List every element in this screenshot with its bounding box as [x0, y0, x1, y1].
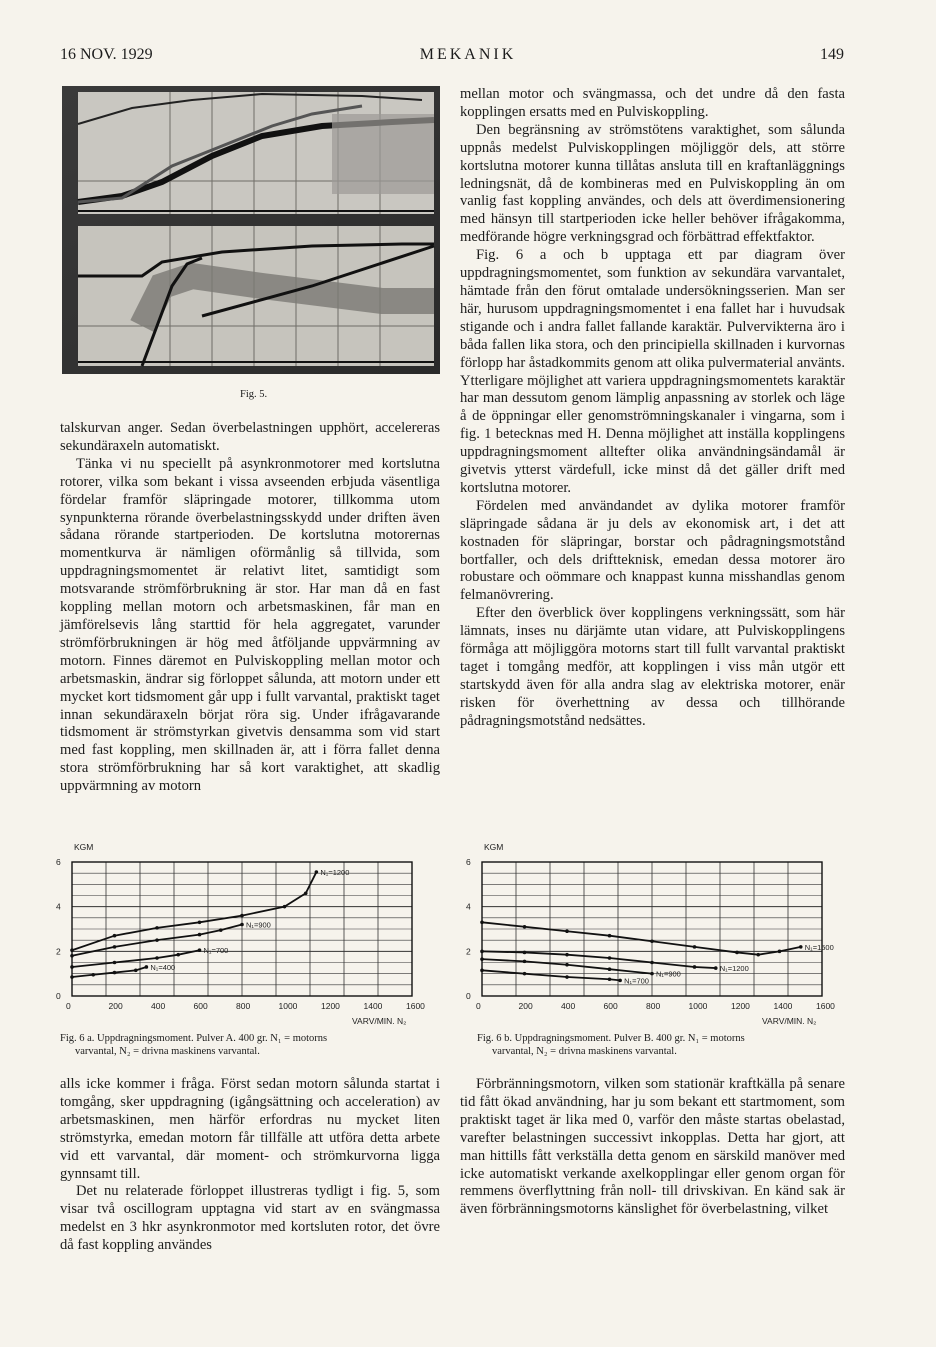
x-axis-label: VARV/MIN. N₂ [762, 1016, 817, 1026]
oscillogram-photo [62, 86, 440, 374]
data-point [756, 953, 760, 957]
data-point [523, 925, 527, 929]
data-point [523, 960, 527, 964]
data-point [113, 934, 117, 938]
left-column-top-text [60, 420, 440, 796]
caption-line: Fig. 6 b. Uppdragningsmoment. Pulver B. 400 gr. N₁ = motorns [477, 1033, 745, 1044]
data-point [198, 921, 202, 925]
caption-line: varvantal, N₂ = drivna maskinens varvantal. [75, 1046, 260, 1057]
x-tick-label: 200 [518, 1001, 533, 1011]
figure-6a-chart [56, 842, 446, 1028]
x-tick-label: 400 [151, 1001, 166, 1011]
data-point [113, 961, 117, 965]
series-label: N₁=1500 [804, 942, 834, 952]
y-tick-label: 2 [56, 946, 61, 957]
figure-6b-chart [466, 842, 856, 1028]
data-point [176, 953, 180, 957]
data-point [650, 939, 654, 943]
paragraph: Tänka vi nu speciellt på asynkronmotorer med kortslutna rotorer, vilka som bekant i vissa avseenden erbjuda väsentliga fördelar framför släpringade motorer, tillkomma utom synpunkterna rörande överbelastningsskydd under driften även sådana rörande startperioden. De kortslutna motorernas momentkurva är nämligen oförmånlig så tillvida, som uppdragningsmomentet är relativt litet, samtidigt som motsvarande strömförbrukning är stor. Har man då en fast koppling mellan motorn och arbetsmaskinen, får man en jämförelsevis lång starttid för hela aggregatet, varunder strömförbrukningen är hög med åtföljande uppvärmning av motorn. Finnes däremot en Pulviskoppling mellan motor och arbetsmaskin, ändrar sig förloppet sålunda, att motorn under ett mycket kort tidsmoment går upp i fullt varvantal, praktiskt taget innan sekundäraxeln börjat röra sig. Under ifrågavarande tidsmoment är strömstyrkan givetvis densamma som vid start med fast koppling, men skillnaden är, att i förra fallet denna stora strömförbrukning har så kort varaktighet, att skadlig uppvärmning av motorn [60, 455, 440, 795]
x-tick-label: 0 [66, 1001, 71, 1011]
data-point [608, 934, 612, 938]
data-point [693, 965, 697, 969]
right-column-bottom-text [460, 1076, 845, 1219]
data-point [480, 921, 484, 925]
caption-line: Fig. 6 a. Uppdragningsmoment. Pulver A. 400 gr. N₁ = motorns [60, 1033, 328, 1044]
x-tick-label: 400 [561, 1001, 576, 1011]
data-point [155, 938, 159, 942]
series-label: N₁=400 [150, 962, 176, 972]
data-point [134, 969, 138, 973]
x-tick-label: 1600 [816, 1001, 835, 1011]
series-label: N₁=1200 [719, 964, 749, 974]
data-point [304, 891, 308, 895]
data-point [735, 951, 739, 955]
y-tick-label: 4 [56, 901, 61, 912]
header-page-number: 149 [820, 46, 844, 63]
x-tick-label: 600 [193, 1001, 208, 1011]
paragraph: Det nu relaterade förloppet illustreras tydligt i fig. 5, som visar två oscillogram upptagna vid start av en svängmassa medelst en 3 hkr asynkronmotor med kortsluten rotor, det övre då fast koppling användes [60, 1183, 440, 1254]
paragraph: Den begränsning av strömstötens varaktighet, som sålunda uppnås medelst Pulviskopplingen möjliggör dels, att större kortslutna motorer kunna tillåtas ansluta till en kraftanläggnings ledningsnät, då de kombineras med en Pulviskoppling än om vanlig fast koppling användes, och dels att överdimensionering med hänsyn till startperioden icke heller behöver ifrågakomma, medförande högre verkningsgrad och förbättrad effektfaktor. [460, 121, 845, 246]
paragraph: talskurvan anger. Sedan överbelastningen upphört, accelereras sekundäraxeln automatiskt. [60, 420, 440, 454]
data-point [198, 948, 202, 952]
figure-6b-caption [477, 1032, 847, 1058]
left-column-bottom-text [60, 1076, 440, 1255]
series-label: N₁=1200 [320, 868, 350, 878]
data-point [113, 971, 117, 975]
data-point [565, 963, 569, 967]
series-line [72, 872, 316, 950]
data-point [91, 973, 95, 977]
y-tick-label: 6 [466, 857, 471, 867]
y-tick-label: 2 [466, 946, 471, 957]
series-label: N₁=900 [656, 969, 681, 979]
x-tick-label: 1000 [278, 1001, 298, 1011]
y-axis-label: KGM [74, 842, 94, 852]
right-column-top-text [460, 86, 845, 731]
data-point [198, 933, 202, 937]
series-line [482, 951, 716, 968]
figure-6a-caption [60, 1032, 440, 1058]
data-point [799, 945, 803, 949]
data-point [523, 972, 527, 976]
paragraph: alls icke kommer i fråga. Först sedan motorn sålunda startat i tomgång, sker uppdragning (igångsättning och acceleration) av arbetsmaskinen, men härför erfordras nu mycket liten strömstyrka, emedan motorn får tillfälle att utföra detta arbete vid ett varvantal, där moment- och strömkurvorna ligga gynnsamt till. [60, 1076, 440, 1182]
data-point [70, 965, 74, 969]
caption-line: varvantal, N₂ = drivna maskinens varvantal. [492, 1046, 677, 1057]
x-tick-label: 1400 [363, 1001, 383, 1011]
x-axis-label: VARV/MIN. N₂ [352, 1016, 407, 1026]
data-point [608, 977, 612, 981]
series-label: N₁=700 [203, 946, 229, 956]
x-tick-label: 1200 [731, 1001, 750, 1011]
data-point [240, 923, 244, 927]
x-tick-label: 1000 [688, 1001, 708, 1011]
data-point [480, 969, 484, 973]
paragraph: Fig. 6 a och b upptaga ett par diagram över uppdragningsmomentet, som funktion av sekundära varvantalet, hämtade från den förut omtalade undersökningsserien. Man ser här, hurusom uppdragningsmomentet i ena fallet har i huvudsak stigande och i andra fallet fallande karaktär. Pulvervikterna äro i båda fallen lika stora, och den principiella skillnaden i kurvornas förlopp har åstadkommits genom att olika pulvermaterial använts. Ytterligare möjlighet att variera uppdragningsmomentets karaktär har man dessutom genom lämplig anpassning av storlek och läge å de öppningar eller genomströmningskanaler i vingarna, som i fig. 1 betecknas med H. Denna möjlighet att inställa kopplingens uppdragningsmoment alltefter olika användningsändamål är givetvis ytterst värdefull, icke minst då det gäller drift med kortslutna motorer. [460, 247, 846, 496]
paragraph: Efter den överblick över kopplingens verkningssätt, som här lämnats, inses nu därjämte utan vidare, att Pulviskopplingens förmåga att möjliggöra motorns start till fullt varvantal praktiskt taget i tomgång medför, att kopplingen i viss mån utgör ett startskydd även för alla andra slag av elektriska motorer, enär risken för överhettning av dessa och tillhörande pådragningsmotstånd nedsättes. [460, 605, 845, 729]
data-point [113, 945, 117, 949]
y-axis-label: KGM [484, 842, 504, 852]
data-point [608, 956, 612, 960]
x-tick-label: 0 [476, 1001, 481, 1011]
y-tick-label: 6 [56, 857, 61, 867]
series-label: N₁=700 [624, 976, 649, 986]
data-point [778, 950, 782, 954]
series-line [482, 922, 801, 954]
figure-5-caption: Fig. 5. [240, 389, 268, 400]
paragraph: Förbränningsmotorn, vilken som stationär kraftkälla på senare tid fått ökad användning, har ju som bekant ett startmoment, som praktiskt taget är lika med 0, varför den måste startas obelastad, varefter belastningen successivt inkopplas. Detta har gjort, att man hittills fått verkställa detta genom en särskild manöver med icke automatiskt verkande axelkopplingar eller genom organ för remmens överflyttning från noll- till drivskivan. En känd sak är även förbränningsmotorns känslighet för överbelastning, vilket [460, 1076, 845, 1218]
x-tick-label: 1200 [321, 1001, 340, 1011]
y-tick-label: 4 [466, 901, 471, 912]
data-point [70, 975, 74, 979]
data-point [714, 966, 718, 970]
data-point [618, 979, 622, 983]
data-point [608, 967, 612, 971]
data-point [565, 953, 569, 957]
data-point [480, 957, 484, 961]
data-point [650, 972, 654, 976]
x-tick-label: 800 [236, 1001, 251, 1011]
data-point [693, 945, 697, 949]
y-tick-label: 0 [56, 991, 61, 1001]
x-tick-label: 800 [646, 1001, 661, 1011]
x-tick-label: 200 [108, 1001, 123, 1011]
header-date: 16 NOV. 1929 [60, 46, 153, 63]
x-tick-label: 1400 [773, 1001, 793, 1011]
data-point [70, 954, 74, 958]
data-point [283, 905, 287, 909]
x-tick-label: 600 [603, 1001, 618, 1011]
data-point [145, 965, 149, 969]
data-point [315, 870, 319, 874]
data-point [219, 928, 223, 932]
data-point [155, 956, 159, 960]
header-journal-title: MEKANIK [419, 46, 517, 63]
paragraph: mellan motor och svängmassa, och det undre då den fasta kopplingen ersatts med en Pulviskoppling. [460, 86, 845, 120]
data-point [650, 961, 654, 965]
data-point [70, 948, 74, 952]
series-line [482, 970, 620, 980]
series-label: N₁=900 [246, 920, 271, 930]
paragraph: Fördelen med användandet av dylika motorer framför släpringade sådana är ju dels av ekonomisk art, i det att kostnaden för släpringar, borstar och pådragningsmotstånd bortfaller, och dels driftteknisk, emedan dessa motorer äro robustare och oömmare och knappast kunna misshandlas genom felmanövrering. [460, 497, 845, 604]
x-tick-label: 1600 [406, 1001, 425, 1011]
series-line [72, 950, 200, 967]
data-point [480, 950, 484, 954]
data-point [565, 929, 569, 933]
data-point [523, 951, 527, 955]
y-tick-label: 0 [466, 991, 471, 1001]
data-point [240, 914, 244, 918]
data-point [565, 975, 569, 979]
data-point [155, 926, 159, 930]
